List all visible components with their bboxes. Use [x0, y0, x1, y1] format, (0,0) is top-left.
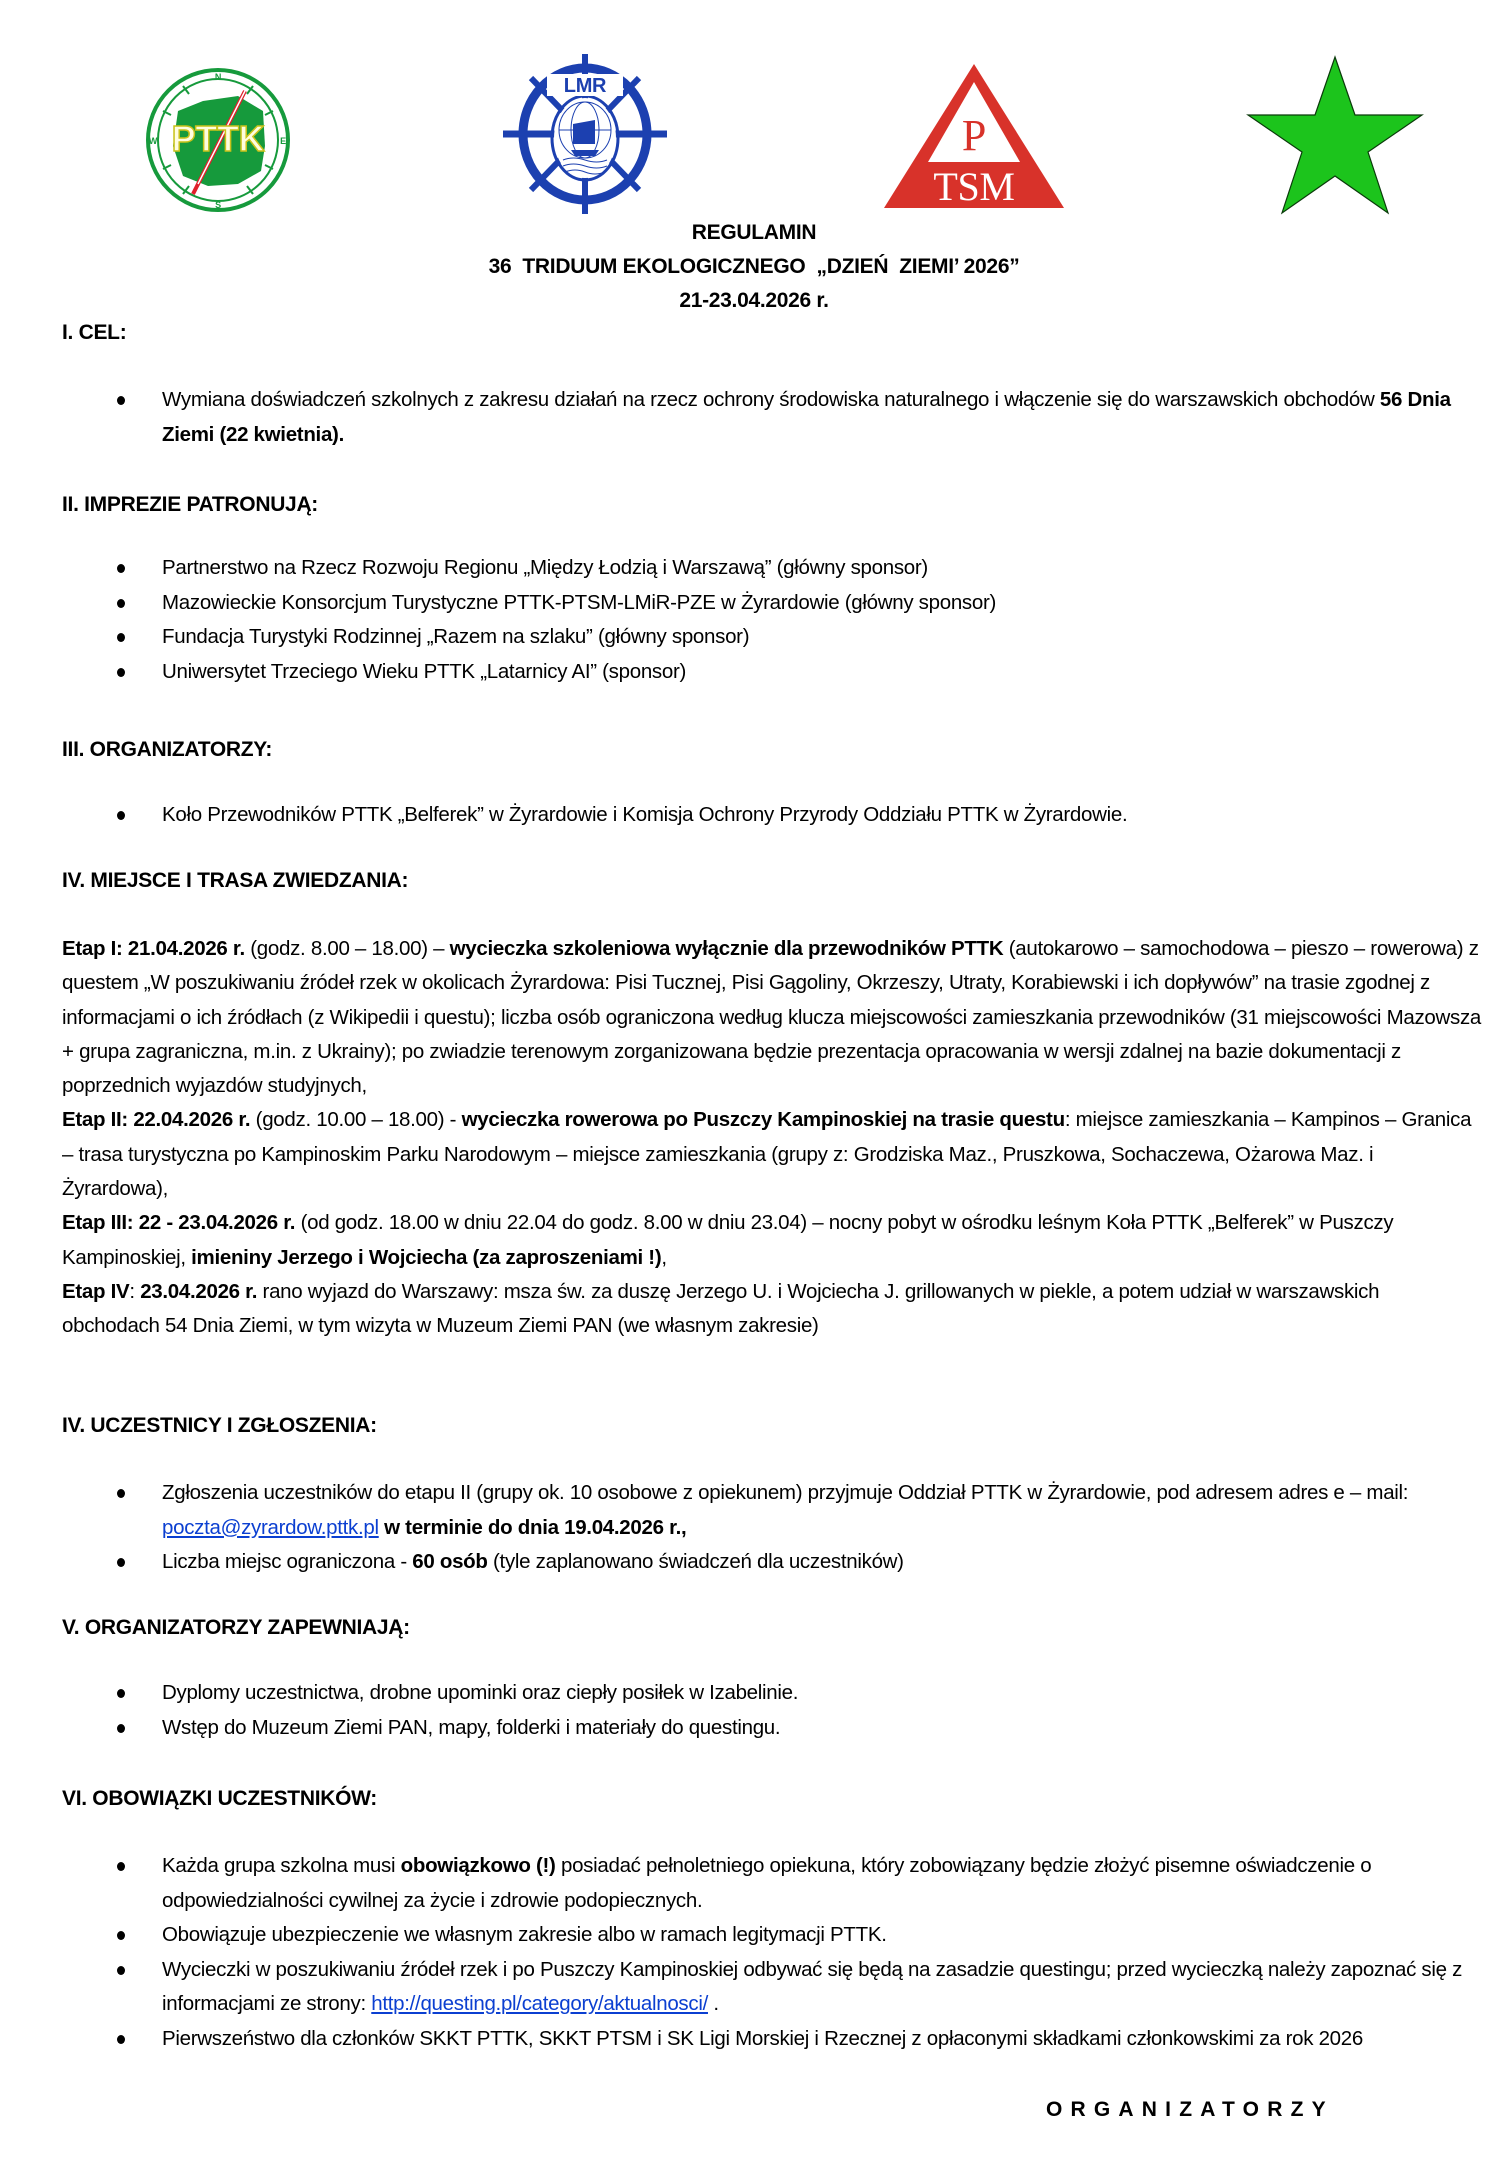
- list-zapewniaja: [0, 1676, 1508, 1745]
- svg-text:LMR: LMR: [563, 75, 607, 97]
- list-item: Fundacja Turystyki Rodzinnej „Razem na szlaku” (główny sponsor): [0, 620, 1508, 655]
- heading-cel: I. CEL:: [62, 321, 127, 344]
- svg-text:S: S: [215, 200, 221, 210]
- list-item: Partnerstwo na Rzecz Rozwoju Regionu „Między Łodzią i Warszawą” (główny sponsor): [0, 551, 1508, 586]
- svg-text:TSM: TSM: [933, 164, 1015, 209]
- bullet-icon: [117, 1558, 125, 1567]
- email-link[interactable]: poczta@zyrardow.pttk.pl: [162, 1515, 379, 1539]
- bullet-icon: [117, 1931, 125, 1940]
- document-title: [0, 216, 1508, 318]
- list-item: Wymiana doświadczeń szkolnych z zakresu działań na rzecz ochrony środowiska naturalnego i włączenie się do warszawskich obchodów 56 Dnia Ziemi (22 kwietnia).: [0, 383, 1508, 452]
- bullet-icon: [117, 564, 125, 573]
- heading-obowiazki: VI. OBOWIĄZKI UCZESTNIKÓW:: [62, 1787, 377, 1810]
- title-dates: 21-23.04.2026 r.: [679, 289, 829, 312]
- bullet-icon: [117, 1689, 125, 1698]
- list-organizatorzy: [0, 798, 1508, 833]
- heading-trasa: IV. MIEJSCE I TRASA ZWIEDZANIA:: [62, 869, 409, 892]
- pttk-letter-n: N: [214, 72, 222, 82]
- list-cel: [0, 383, 1508, 452]
- svg-text:E: E: [280, 136, 286, 146]
- heading-zapewniaja: V. ORGANIZATORZY ZAPEWNIAJĄ:: [62, 1616, 410, 1639]
- ptsm-triangle-icon: [880, 60, 1068, 212]
- bullet-icon: [117, 2035, 125, 2044]
- green-star-icon: [1246, 55, 1424, 215]
- list-uczestnicy: [0, 1476, 1508, 1580]
- bullet-icon: [117, 599, 125, 608]
- list-item: Wycieczki w poszukiwaniu źródeł rzek i po Puszczy Kampinoskiej odbywać się będą na zasadzie questingu; przed wycieczką należy zapoznać się z informacjami ze strony: http://questing.pl/category/aktualnosci/ .: [0, 1953, 1508, 2022]
- svg-text:PTTK: PTTK: [171, 118, 265, 159]
- svg-text:W: W: [148, 136, 158, 146]
- list-item: Uniwersytet Trzeciego Wieku PTTK „Latarnicy AI” (sponsor): [0, 655, 1508, 690]
- list-item: Liczba miejsc ograniczona - 60 osób (tyle zaplanowano świadczeń dla uczestników): [0, 1545, 1508, 1580]
- pttk-logo-icon: [143, 66, 293, 214]
- bullet-icon: [117, 1724, 125, 1733]
- route-description: Etap I: 21.04.2026 r. (godz. 8.00 – 18.00) – wycieczka szkoleniowa wyłącznie dla przewodników PTTK (autokarowo – samochodowa – pieszo – rowerowa) z questem „W poszukiwaniu źródeł rzek w okolicach Żyrardowa: Pisi Tucznej, Pisi Gągoliny, Okrzeszy, Utraty, Korabiewski i ich dopływów” na trasie zgodnej z informacjami o ich źródłach (z Wikipedii i questu); liczba osób ograniczona według klucza miejscowości zamieszkania przewodników (31 miejscowości Mazowsza + grupa zagraniczna, m.in. z Ukrainy); po zwiadzie terenowym zorganizowana będzie prezentacja opracowania w wersji zdalnej na bazie dokumentacji z poprzednich wyjazdów studyjnych, Etap II: 22.04.2026 r. (godz. 10.00 – 18.00) - wycieczka rowerowa po Puszczy Kampinoskiej na trasie questu: miejsce zamieszkania – Kampinos – Granica – trasa turystyczna po Kampinoskim Parku Narodowym – miejsce zamieszkania (grupy z: Grodziska Maz., Pruszkowa, Sochaczewa, Ożarowa Maz. i Żyrardowa), Etap III: 22 - 23.04.2026 r. (od godz. 18.00 w dniu 22.04 do godz. 8.00 w dniu 23.04) – nocny pobyt w ośrodku leśnym Koła PTTK „Belferek” w Puszczy Kampinoskiej, imieniny Jerzego i Wojciecha (za zaproszeniami !), Etap IV: 23.04.2026 r. rano wyjazd do Warszawy: msza św. za duszę Jerzego U. i Wojciecha J. grillowanych w piekle, a potem udział w warszawskich obchodach 54 Dnia Ziemi, w tym wizyta w Muzeum Ziemi PAN (we własnym zakresie): [62, 937, 1482, 1338]
- list-item: Każda grupa szkolna musi obowiązkowo (!) posiadać pełnoletniego opiekuna, który zobowiązany będzie złożyć pisemne oświadczenie o odpowiedzialności cywilnej za życie i zdrowie podopiecznych.: [0, 1849, 1508, 1918]
- etap1-label: Etap I: 21.04.2026 r.: [62, 937, 245, 960]
- heading-uczestnicy: IV. UCZESTNICY I ZGŁOSZENIA:: [62, 1414, 377, 1437]
- list-item: Wstęp do Muzeum Ziemi PAN, mapy, folderki i materiały do questingu.: [0, 1711, 1508, 1746]
- list-item: Mazowieckie Konsorcjum Turystyczne PTTK-PTSM-LMiR-PZE w Żyrardowie (główny sponsor): [0, 586, 1508, 621]
- title-event-name: 36 TRIDUUM EKOLOGICZNEGO „DZIEŃ ZIEMI’ 2026”: [488, 255, 1020, 278]
- title-regulamin: REGULAMIN: [691, 221, 817, 244]
- list-item: Pierwszeństwo dla członków SKKT PTTK, SKKT PTSM i SK Ligi Morskiej i Rzecznej z opłaconymi składkami członkowskimi za rok 2026: [0, 2022, 1508, 2057]
- questing-link[interactable]: http://questing.pl/category/aktualnosci/: [371, 1992, 708, 2015]
- heading-organizatorzy: III. ORGANIZATORZY:: [62, 738, 273, 761]
- bullet-icon: [117, 668, 125, 677]
- bullet-icon: [117, 1489, 125, 1498]
- bullet-icon: [117, 396, 125, 405]
- etap4-label: Etap IV: [62, 1279, 130, 1303]
- bullet-icon: [117, 1966, 125, 1975]
- lmr-ship-wheel-icon: [503, 54, 667, 214]
- list-item: Obowiązuje ubezpieczenie we własnym zakresie albo w ramach legitymacji PTTK.: [0, 1918, 1508, 1953]
- list-obowiazki: [0, 1849, 1508, 2056]
- svg-text:P: P: [961, 111, 987, 160]
- heading-patronuja: II. IMPREZIE PATRONUJĄ:: [62, 493, 319, 516]
- etap3-label: Etap III: 22 - 23.04.2026 r.: [62, 1211, 296, 1235]
- bullet-icon: [117, 1862, 125, 1871]
- list-item: Koło Przewodników PTTK „Belferek” w Żyrardowie i Komisja Ochrony Przyrody Oddziału PTTK w Żyrardowie.: [0, 798, 1508, 833]
- signature-organizatorzy: ORGANIZATORZY: [1046, 2098, 1334, 2121]
- bullet-icon: [117, 811, 125, 820]
- list-item: Zgłoszenia uczestników do etapu II (grupy ok. 10 osobowe z opiekunem) przyjmuje Oddział PTTK w Żyrardowie, pod adresem adres e – mail: poczta@zyrardow.pttk.pl w terminie do dnia 19.04.2026 r.,: [0, 1476, 1508, 1545]
- etap2-label: Etap II: 22.04.2026 r.: [62, 1108, 251, 1132]
- list-item: Dyplomy uczestnictwa, drobne upominki oraz ciepły posiłek w Izabelinie.: [0, 1676, 1508, 1711]
- list-patronuja: [0, 551, 1508, 689]
- bullet-icon: [117, 633, 125, 642]
